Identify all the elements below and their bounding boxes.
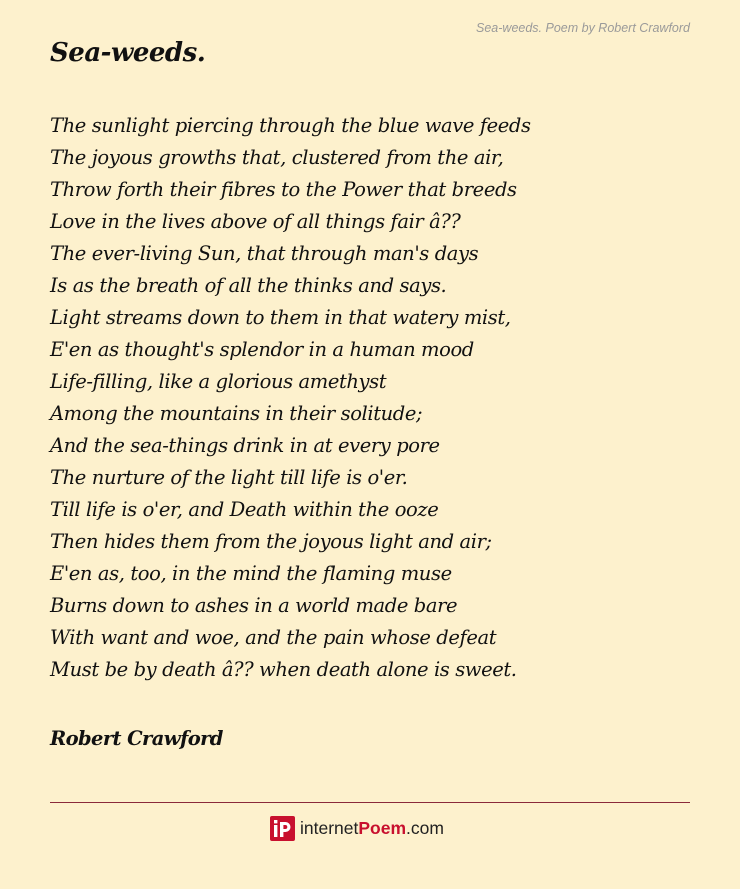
header-caption: Sea-weeds. Poem by Robert Crawford bbox=[476, 21, 690, 35]
poem-line: Light streams down to them in that watery mist, bbox=[50, 306, 511, 329]
poem-line: Then hides them from the joyous light and air; bbox=[50, 530, 492, 553]
poem-line: Is as the breath of all the thinks and says. bbox=[50, 274, 447, 297]
brand-name bbox=[300, 818, 444, 839]
poem-title: Sea-weeds. bbox=[50, 38, 206, 68]
brand-prefix: internet bbox=[300, 817, 359, 838]
internetpoem-brand-link[interactable] bbox=[270, 815, 444, 841]
poem-line: Throw forth their fibres to the Power that breeds bbox=[50, 178, 517, 201]
poem-line: E'en as thought's splendor in a human mood bbox=[50, 338, 474, 361]
internetpoem-logo-icon bbox=[270, 816, 295, 841]
poem-line: The sunlight piercing through the blue wave feeds bbox=[50, 114, 531, 137]
poem-line: Love in the lives above of all things fair â?? bbox=[50, 210, 461, 233]
poem-line: Till life is o'er, and Death within the ooze bbox=[50, 498, 439, 521]
poem-author: Robert Crawford bbox=[50, 727, 223, 750]
poem-line: The nurture of the light till life is o'er. bbox=[50, 466, 408, 489]
poem-body bbox=[50, 110, 531, 686]
brand-suffix: .com bbox=[406, 817, 444, 838]
footer-divider bbox=[50, 802, 690, 803]
poem-line: Burns down to ashes in a world made bare bbox=[50, 594, 458, 617]
poem-line: Life-filling, like a glorious amethyst bbox=[50, 370, 387, 393]
poem-line: And the sea-things drink in at every pore bbox=[50, 434, 440, 457]
poem-line: Among the mountains in their solitude; bbox=[50, 402, 423, 425]
poem-line: E'en as, too, in the mind the flaming muse bbox=[50, 562, 452, 585]
brand-highlight: Poem bbox=[358, 817, 407, 838]
poem-line: Must be by death â?? when death alone is sweet. bbox=[50, 658, 517, 681]
poem-line: The joyous growths that, clustered from the air, bbox=[50, 146, 504, 169]
poem-line: The ever-living Sun, that through man's days bbox=[50, 242, 479, 265]
poem-line: With want and woe, and the pain whose defeat bbox=[50, 626, 497, 649]
